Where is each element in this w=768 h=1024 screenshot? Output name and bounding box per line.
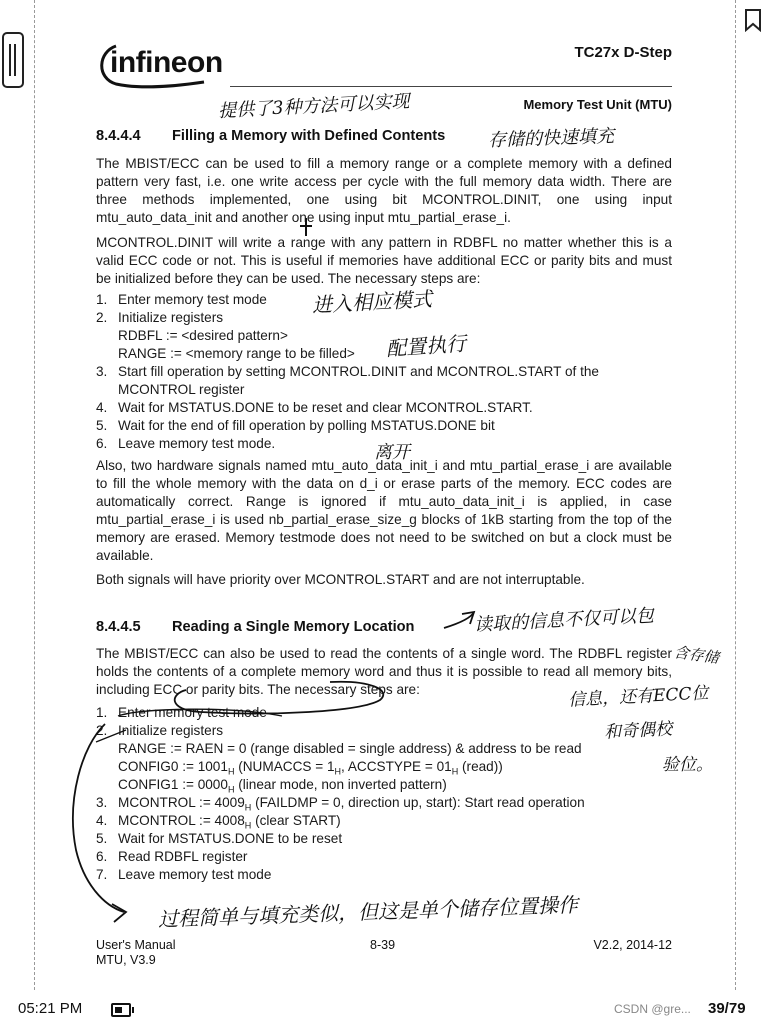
bookmark-icon[interactable] (744, 8, 762, 32)
status-bar (0, 994, 768, 1024)
clock: 05:21 PM (18, 1000, 83, 1017)
handwritten-note: 信息，还有ECC位 (567, 683, 709, 711)
fill-steps-list (96, 291, 672, 453)
list-item: 5. Wait for MSTATUS.DONE to be reset (96, 831, 343, 846)
sidebar-toggle-button[interactable] (2, 32, 24, 88)
section-body-8445 (96, 645, 672, 884)
handwritten-note: 离开 (374, 442, 410, 463)
section-number: 8.4.4.4 (96, 128, 141, 144)
handwritten-note: 配置执行 (385, 331, 467, 361)
list-item: 3. MCONTROL := $4009_H$ (FAILDMP = 0, direction up, start): Start read operation (96, 795, 585, 813)
handwritten-note: 存储的快速填充 (487, 125, 615, 152)
paragraph: The MBIST/ECC can be used to fill a memory range or a complete memory with a defined pattern very fast, i.e. one write access per cycle with the full memory data width. There are three methods implemented, one using bit MCONTROL.DINIT, one using input mtu_auto_data_init and another one using input mtu_partial_erase_i. (96, 156, 672, 225)
handwritten-note: 读取的信息不仅可以包 (473, 605, 655, 636)
battery-icon (111, 1003, 131, 1017)
paragraph: The MBIST/ECC can also be used to read the contents of a single word. The RDBFL register holds the contents of a complete memory word and thus it is possible to read all memory bits, including ECC or parity bits. The necessary steps are: (96, 646, 672, 697)
sub-line: CONFIG0 := $1001_H$ (NUMACCS = $1_H$, ACCSTYPE = $01_H$ (read)) (118, 759, 503, 777)
list-item: 1. Enter memory test mode (96, 292, 267, 307)
handwritten-note: 进入相应模式 (311, 286, 433, 318)
handwritten-note: 含存储 (672, 642, 720, 668)
list-item: 4. Wait for MSTATUS.DONE to be reset and clear MCONTROL.START. (96, 400, 533, 415)
handwritten-note: 验位。 (662, 755, 713, 775)
watermark: CSDN @gre... (614, 1002, 691, 1016)
list-item: 6. Leave memory test mode. (96, 436, 276, 451)
list-item: 3. Start fill operation by setting MCONTROL.DINIT and MCONTROL.START of the MCONTROL register (96, 364, 599, 397)
handwritten-note: 和奇偶校 (603, 719, 673, 743)
list-item: 4. MCONTROL := $4008_H$ (clear START) (96, 813, 341, 831)
handwritten-note: 提供了3种方法可以实现 (217, 91, 410, 122)
header-rule (230, 86, 672, 87)
section-label: Memory Test Unit (MTU) (523, 97, 672, 112)
sub-line: RANGE := <memory range to be filled> (118, 346, 355, 361)
handwritten-note: 过程简单与填充类似，但这是单个储存位置操作 (157, 892, 579, 932)
section-title: Filling a Memory with Defined Contents (172, 128, 446, 144)
sub-line: RANGE := RAEN = 0 (range disabled = single address) & address to be read (118, 741, 582, 756)
list-item: 2. Initialize registers RANGE := RAEN = 0 (range disabled = single address) & address to be read CONFIG0 := $1001_H$ (NUMACCS = $1_H$, ACCSTYPE = $01_H$ (read)) CONFIG1 := $0000_H$ (linear mode, non inverted pattern) (96, 722, 672, 794)
list-item: 1. Enter memory test mode (96, 705, 267, 720)
sub-line: CONFIG1 := $0000_H$ (linear mode, non inverted pattern) (118, 777, 447, 795)
section-heading-8445 (96, 619, 414, 635)
section-heading-8444 (96, 128, 445, 144)
list-item: 6. Read RDBFL register (96, 849, 248, 864)
list-item: 2. Initialize registers RDBFL := <desired pattern> RANGE := <memory range to be filled> (96, 309, 672, 363)
battery-level (115, 1007, 122, 1013)
footer-left: User's Manual MTU, V3.9 (96, 938, 176, 967)
list-item: 5. Wait for the end of fill operation by polling MSTATUS.DONE bit (96, 418, 495, 433)
paragraph: Also, two hardware signals named mtu_auto_data_init_i and mtu_partial_erase_i are available to fill the whole memory with the data on d_i or erase parts of the memory. ECC codes are automatically correct. Range is ignored if mtu_auto_data_init_i is applied, in case mtu_partial_erase_i is used nb_partial_erase_size_g blocks of 1kB starting from the top of the memory are erased. Memory testmode does not need to be switched on but a clock must be available. (96, 458, 672, 563)
sub-line: RDBFL := <desired pattern> (118, 328, 288, 343)
section-number: 8.4.4.5 (96, 619, 141, 635)
brand-name: infineon (110, 46, 223, 79)
footer-version: V2.2, 2014-12 (593, 938, 672, 952)
footer-page-number: 8-39 (370, 938, 396, 952)
page-indicator[interactable]: 39/79 (708, 1000, 746, 1017)
paragraph: MCONTROL.DINIT will write a range with any pattern in RDBFL no matter whether this is a valid ECC code or not. This is useful if memories have additional ECC or parity bits and must be initialized before they can be used. The necessary steps are: (96, 235, 672, 286)
section-body-8444 (96, 155, 672, 589)
section-title: Reading a Single Memory Location (172, 619, 415, 635)
list-item: 7. Leave memory test mode (96, 867, 272, 882)
paragraph: Both signals will have priority over MCONTROL.START and are not interruptable. (96, 572, 585, 587)
read-steps-list (96, 704, 672, 884)
doc-title: TC27x D-Step (574, 44, 672, 61)
